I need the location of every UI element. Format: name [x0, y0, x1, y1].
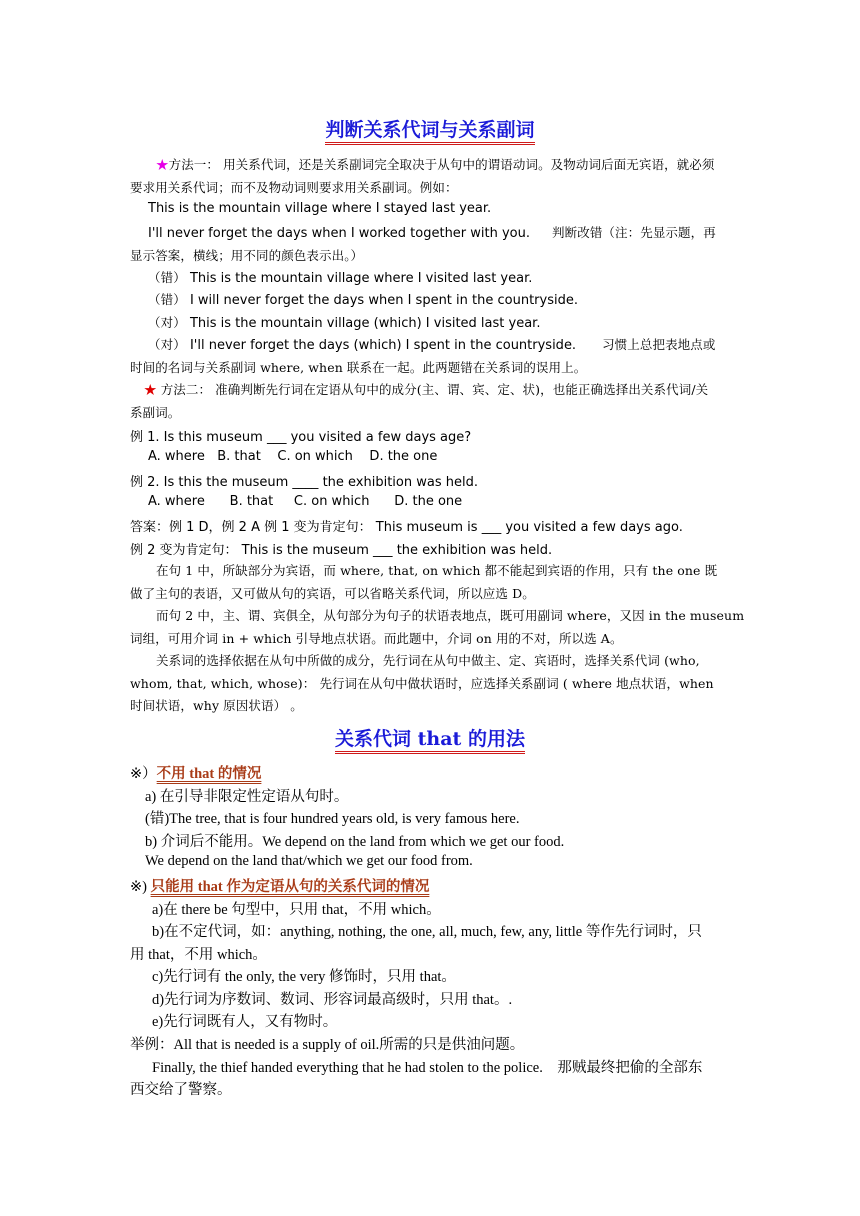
- example-line2: I'll never forget the days when I worked together with you. 判断改错（注：先显示题，再: [148, 225, 716, 241]
- section2-item-d: d)先行词为序数词、数词、形容词最高级时，只用 that。.: [152, 992, 513, 1008]
- explain2-line1: 而句 2 中，主、谓、宾俱全，从句部分为句子的状语表地点，既可用副词 where，又因 in the museum: [156, 608, 745, 623]
- method1-line2: 要求用关系代词；而不及物动词则要求用关系副词。例如：: [130, 180, 458, 195]
- section2-heading: ※) 只能用 that 作为定语从句的关系代词的情况: [130, 879, 430, 895]
- explain3-line3: 时间状语，why 原因状语） 。: [130, 698, 303, 713]
- answer-line2: 例 2 变为肯定句： This is the museum ___ the exhibition was held.: [130, 543, 553, 558]
- title-that-usage: 关系代词 that 的用法: [0, 724, 860, 751]
- judge-item: （对） I'll never forget the days (which) I spent in the countryside. 习惯上总把表地点或: [148, 337, 716, 353]
- section2-example-2-cont: 西交给了警察。: [130, 1082, 232, 1098]
- section1-heading: ※）不用 that 的情况: [130, 766, 262, 782]
- method2-line1: ★ 方法二： 准确判断先行词在定语从句中的成分(主、谓、宾、定、状)，也能正确选择出关系代词/关: [144, 382, 709, 397]
- question-2-options: A. where B. that C. on which D. the one: [148, 494, 463, 509]
- question-1-options: A. where B. that C. on which D. the one: [148, 449, 438, 464]
- judge-item: （对） This is the mountain village (which) I visited last year.: [148, 315, 541, 331]
- explain2-line2: 词组，可用介词 in + which 引导地点状语。而此题中，介词 on 用的不对，所以选 A。: [130, 631, 623, 646]
- section2-item-b: b)在不定代词，如：anything, nothing, the one, all, much, few, any, little 等作先行词时，只: [152, 924, 702, 940]
- section2-example-2: Finally, the thief handed everything that he had stolen to the police. 那贼最终把偷的全部东: [152, 1060, 703, 1076]
- section2-item-b-cont: 用 that，不用 which。: [130, 947, 267, 963]
- judge-item: （错） I will never forget the days when I spent in the countryside.: [148, 292, 578, 308]
- judge-item: （错） This is the mountain village where I visited last year.: [148, 270, 533, 286]
- example-note: 显示答案，横线；用不同的颜色表示出。）: [130, 248, 364, 263]
- section2-item-e: e)先行词既有人，又有物时。: [152, 1014, 338, 1030]
- judge-note: 时间的名词与关系副词 where, when 联系在一起。此两题错在关系词的误用上。: [130, 360, 587, 375]
- answer-line1: 答案：例 1 D，例 2 A 例 1 变为肯定句： This museum is ___ you visited a few days ago.: [130, 520, 683, 535]
- explain3-line2: whom, that, which, whose)： 先行词在从句中做状语时，应选择关系副词 ( where 地点状语，when: [130, 676, 714, 691]
- section1-item-a-example: (错)The tree, that is four hundred years old, is very famous here.: [145, 811, 520, 827]
- star-icon: ★: [156, 157, 169, 172]
- explain1-line2: 做了主句的表语，又可做从句的宾语，可以省略关系代词，所以应选 D。: [130, 586, 535, 601]
- question-2-stem: 例 2. Is this the museum ____ the exhibition was held.: [130, 475, 478, 490]
- method2-line2: 系副词。: [130, 405, 181, 420]
- explain1-line1: 在句 1 中，所缺部分为宾语，而 where, that, on which 都不能起到宾语的作用，只有 the one 既: [156, 563, 718, 578]
- explain3-line1: 关系词的选择依据在从句中所做的成分，先行词在从句中做主、定、宾语时，选择关系代词 (who,: [156, 653, 700, 668]
- section2-item-a: a)在 there be 句型中，只用 that，不用 which。: [152, 902, 441, 918]
- section1-item-b-example: We depend on the land that/which we get our food from.: [145, 853, 473, 869]
- example-line1: This is the mountain village where I stayed last year.: [148, 201, 492, 216]
- section1-item-b: b) 介词后不能用。We depend on the land from which we get our food.: [145, 834, 565, 850]
- method1-line1: ★方法一： 用关系代词，还是关系副词完全取决于从句中的谓语动词。及物动词后面无宾语，就必须: [156, 157, 715, 172]
- title-relative-words: 判断关系代词与关系副词: [0, 115, 860, 142]
- question-1-stem: 例 1. Is this museum ___ you visited a few days age?: [130, 430, 472, 445]
- section1-item-a: a) 在引导非限定性定语从句时。: [145, 789, 349, 805]
- star-icon: ★: [144, 382, 157, 397]
- section2-example-1: 举例：All that is needed is a supply of oil.所需的只是供油问题。: [130, 1037, 525, 1053]
- section2-item-c: c)先行词有 the only, the very 修饰时，只用 that。: [152, 969, 456, 985]
